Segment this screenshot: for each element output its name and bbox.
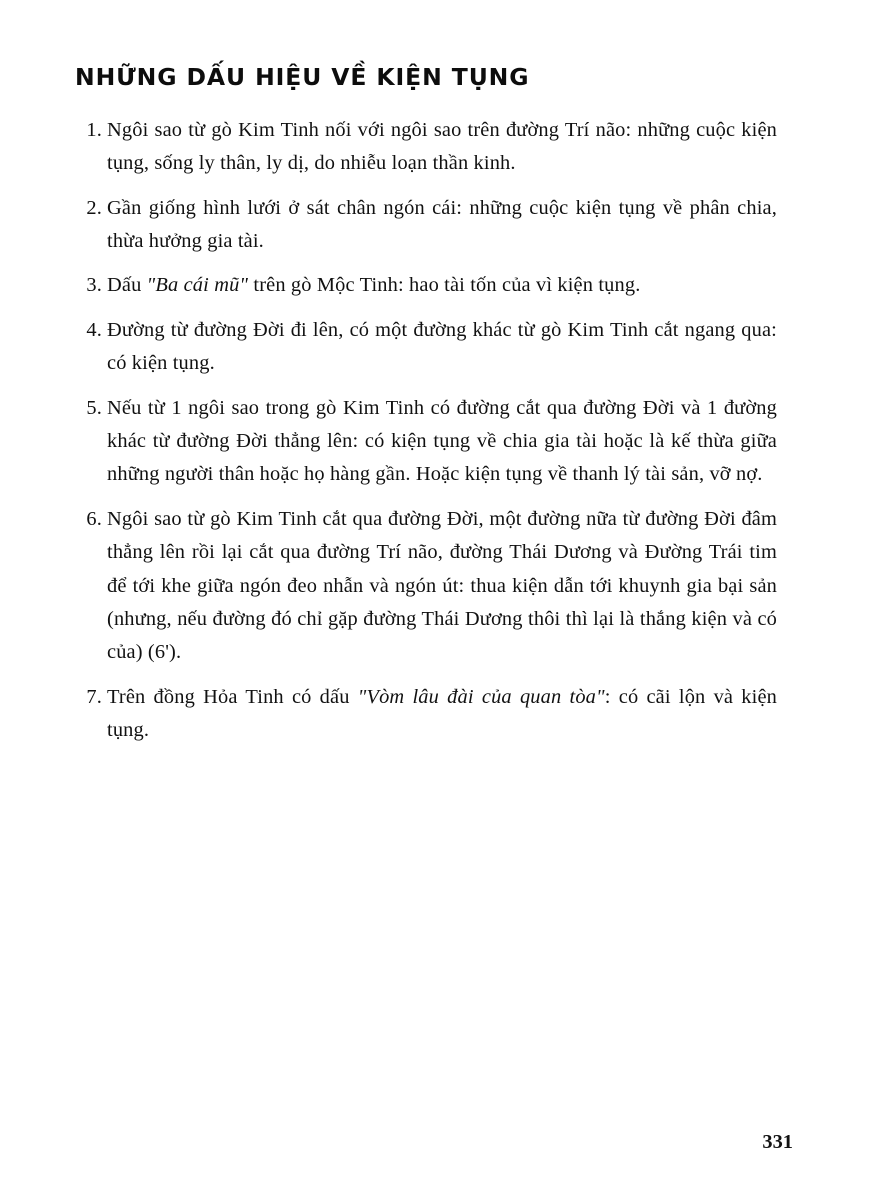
numbered-list: [75, 114, 777, 748]
list-item-text: Nếu từ 1 ngôi sao trong gò Kim Tinh có đường cắt qua đường Đời và 1 đường khác từ đường Đời thẳng lên: có kiện tụng về chia gia tài hoặc là kế thừa giữa những người thân hoặc họ hàng gần. Hoặc kiện tụng về thanh lý tài sản, vỡ nợ.: [107, 396, 777, 486]
list-item: [75, 681, 777, 748]
list-item-number: 5.: [86, 396, 102, 419]
page-number: 331: [762, 1130, 793, 1153]
italic-quoted-term: "Ba cái mũ": [146, 274, 249, 297]
list-item-number: 3.: [86, 274, 102, 297]
text-segment: : có cãi lộn và kiện tụng.: [107, 685, 778, 742]
list-item-text: [107, 681, 777, 748]
text-segment: Dấu: [107, 274, 147, 297]
list-item-number: 2.: [86, 196, 102, 219]
list-item: [75, 314, 777, 381]
list-item-text: Ngôi sao từ gò Kim Tinh cắt qua đường Đời, một đường nữa từ đường Đời đâm thẳng lên rồi lại cắt qua đường Trí não, đường Thái Dương và Đường Trái tim để tới khe giữa ngón đeo nhẫn và ngón út: thua kiện dẫn tới khuynh gia bại sản (nhưng, nếu đường đó chỉ gặp đường Thái Dương thôi thì lại là thắng kiện và có của) (6').: [107, 507, 777, 664]
list-item-text: Ngôi sao từ gò Kim Tinh nối với ngôi sao trên đường Trí não: những cuộc kiện tụng, sống ly thân, ly dị, do nhiễu loạn thần kinh.: [107, 118, 777, 175]
list-item: [75, 503, 777, 670]
italic-quoted-term: "Vòm lâu đài của quan tòa": [357, 685, 605, 708]
list-item: [75, 114, 777, 181]
list-item-number: 7.: [86, 685, 102, 708]
list-item-number: 4.: [86, 318, 102, 341]
list-item: [75, 269, 777, 302]
list-item-text: Đường từ đường Đời đi lên, có một đường khác từ gò Kim Tinh cắt ngang qua: có kiện tụng.: [107, 318, 777, 375]
list-item-text: [107, 269, 777, 302]
page-content: [75, 64, 777, 748]
list-item-number: 1.: [86, 118, 102, 141]
text-segment: Trên đồng Hỏa Tinh có dấu: [107, 685, 358, 708]
list-item: [75, 392, 777, 492]
text-segment: trên gò Mộc Tinh: hao tài tốn của vì kiện tụng.: [248, 274, 641, 297]
list-item: [75, 192, 777, 259]
list-item-number: 6.: [86, 507, 102, 530]
list-item-text: Gần giống hình lưới ở sát chân ngón cái: những cuộc kiện tụng về phân chia, thừa hưởng gia tài.: [107, 196, 777, 252]
page-title: NHỮNG DẤU HIỆU VỀ KIỆN TỤNG: [75, 63, 530, 91]
